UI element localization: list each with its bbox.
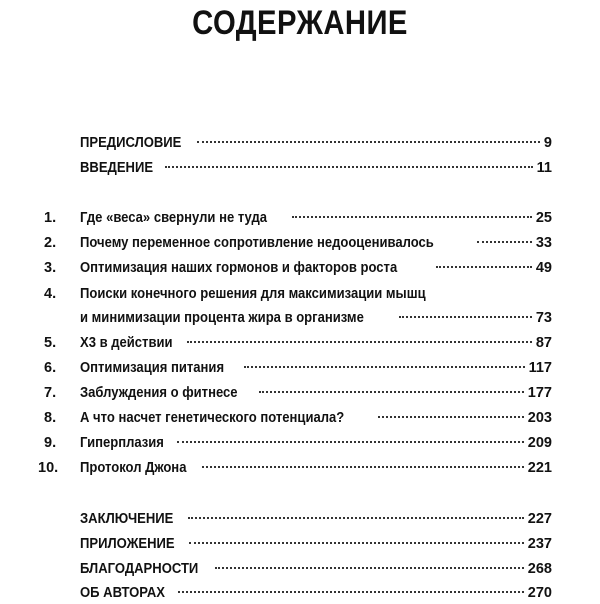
entry-page: 25 <box>535 210 552 226</box>
leader-dots <box>292 216 532 218</box>
entry-page: 73 <box>535 310 552 326</box>
leader-dots <box>189 542 524 544</box>
chapter-number: 8. <box>44 410 57 426</box>
entry-page: 237 <box>527 536 552 552</box>
chapter-number: 5. <box>44 335 57 351</box>
toc-entry-back-4[interactable] <box>0 582 600 604</box>
toc-entry-chapter-4-line1[interactable] <box>0 283 600 305</box>
entry-label: А что насчет генетического потенциала? <box>80 410 345 426</box>
entry-page: 9 <box>543 135 552 151</box>
entry-page: 117 <box>528 360 552 376</box>
entry-label: Х3 в действии <box>80 335 173 351</box>
entry-page: 203 <box>527 410 552 426</box>
chapter-number: 9. <box>44 435 57 451</box>
toc-entry-back-3[interactable] <box>0 558 600 580</box>
entry-label: Протокол Джона <box>80 460 187 476</box>
entry-label: Гиперплазия <box>80 435 164 451</box>
toc-entry-chapter-1[interactable] <box>0 207 600 229</box>
toc-entry-chapter-6[interactable] <box>0 357 600 379</box>
chapter-number: 7. <box>44 385 57 401</box>
toc-entry-chapter-10[interactable] <box>0 457 600 479</box>
entry-page: 209 <box>527 435 552 451</box>
entry-label: ВВЕДЕНИЕ <box>80 160 154 176</box>
leader-dots <box>165 166 532 168</box>
entry-label: Почему переменное сопротивление недооценивалось <box>80 235 434 251</box>
entry-label: ОБ АВТОРАХ <box>80 585 165 601</box>
entry-label: ЗАКЛЮЧЕНИЕ <box>80 511 174 527</box>
leader-dots <box>378 416 524 418</box>
entry-label: Где «веса» свернули не туда <box>80 210 268 226</box>
entry-label: ПРЕДИСЛОВИЕ <box>80 135 182 151</box>
toc-entry-front-1[interactable] <box>0 132 600 154</box>
toc-entry-chapter-3[interactable] <box>0 257 600 279</box>
chapter-number: 6. <box>44 360 57 376</box>
entry-label: Заблуждения о фитнесе <box>80 385 238 401</box>
chapter-number: 4. <box>44 286 57 302</box>
entry-label: БЛАГОДАРНОСТИ <box>80 561 199 577</box>
toc-entry-chapter-4-line2[interactable] <box>0 307 600 329</box>
entry-page: 221 <box>527 460 552 476</box>
toc-entry-chapter-5[interactable] <box>0 332 600 354</box>
page-title: СОДЕРЖАНИЕ <box>192 4 408 42</box>
toc-entry-back-2[interactable] <box>0 533 600 555</box>
toc-entry-chapter-9[interactable] <box>0 432 600 454</box>
entry-page: 33 <box>535 235 552 251</box>
entry-page: 270 <box>527 585 552 601</box>
chapter-number: 10. <box>38 460 59 476</box>
toc-entry-chapter-8[interactable] <box>0 407 600 429</box>
entry-page: 227 <box>527 511 552 527</box>
leader-dots <box>177 441 524 443</box>
leader-dots <box>188 517 524 519</box>
chapter-number: 1. <box>44 210 57 226</box>
entry-label: ПРИЛОЖЕНИЕ <box>80 536 175 552</box>
leader-dots <box>187 341 532 343</box>
entry-page: 49 <box>535 260 552 276</box>
leader-dots <box>197 141 540 143</box>
entry-page: 268 <box>527 561 552 577</box>
entry-label-continued: и минимизации процента жира в организме <box>80 310 364 326</box>
leader-dots <box>244 366 525 368</box>
toc-entry-front-2[interactable] <box>0 157 600 179</box>
toc-entry-chapter-2[interactable] <box>0 232 600 254</box>
leader-dots <box>215 567 523 569</box>
leader-dots <box>436 266 531 268</box>
leader-dots <box>178 591 523 593</box>
entry-label: Поиски конечного решения для максимизации мышц <box>80 286 426 302</box>
leader-dots <box>399 316 531 318</box>
leader-dots <box>477 241 532 243</box>
leader-dots <box>259 391 524 393</box>
leader-dots <box>202 466 524 468</box>
toc-entry-chapter-7[interactable] <box>0 382 600 404</box>
entry-page: 177 <box>527 385 552 401</box>
entry-label: Оптимизация наших гормонов и факторов роста <box>80 260 398 276</box>
toc-entry-back-1[interactable] <box>0 508 600 530</box>
entry-page: 87 <box>535 335 552 351</box>
entry-page: 11 <box>536 160 552 176</box>
chapter-number: 3. <box>44 260 57 276</box>
entry-label: Оптимизация питания <box>80 360 225 376</box>
chapter-number: 2. <box>44 235 57 251</box>
